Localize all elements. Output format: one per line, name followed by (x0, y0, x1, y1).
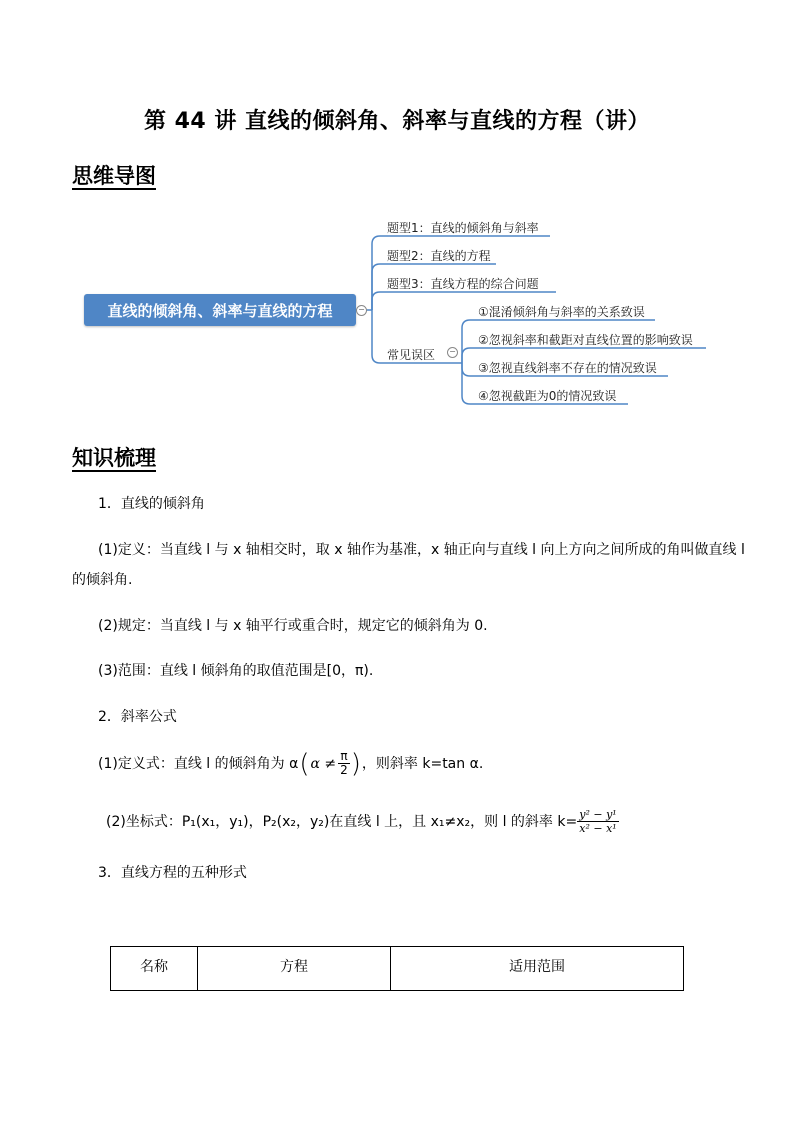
slope-fraction-numerator: y² − y¹ (579, 808, 617, 821)
slope-fraction (577, 808, 618, 835)
definition-line-2: 的倾斜角. (72, 572, 133, 588)
table-header-name: 名称 (111, 947, 198, 990)
pi-over-2-fraction (338, 750, 350, 777)
slope-condition: α ≠ (310, 755, 337, 772)
slope-fraction-denominator: x² − x¹ (579, 822, 617, 835)
table-header-scope: 适用范围 (509, 959, 565, 975)
mindmap-error-4[interactable]: ④忽视截距为0的情况致误 (478, 389, 617, 403)
collapse-icon[interactable]: − (447, 347, 458, 358)
mindmap-branch-3[interactable]: 题型3：直线方程的综合问题 (387, 277, 539, 291)
slope-definition-suffix: ，则斜率 k=tan α. (361, 755, 484, 772)
knowledge-heading: 知识梳理 (72, 446, 156, 470)
definition-line-1: (1)定义：当直线 l 与 x 轴相交时，取 x 轴作为基准，x 轴正向与直线 l 向上方向之间所成的角叫做直线 l (98, 542, 745, 558)
mindmap-branch-2[interactable]: 题型2：直线的方程 (387, 249, 491, 263)
subheading-line-forms: 3．直线方程的五种形式 (98, 865, 247, 881)
coordinate-formula-prefix: (2)坐标式：P₁(x₁，y₁)，P₂(x₂，y₂)在直线 l 上，且 x₁≠x₂，则 l 的斜率 k= (106, 813, 578, 830)
slope-definition: (1)定义式：直线 l 的倾斜角为 α ( α ≠ $\frac{\pi}{2}$ ) ，则斜率 k=tan α. (98, 748, 484, 779)
table-header-equation: 方程 (198, 947, 391, 990)
mindmap-branch-1[interactable]: 题型1：直线的倾斜角与斜率 (387, 221, 539, 235)
page-title: 第 44 讲 直线的倾斜角、斜率与直线的方程（讲） (143, 109, 651, 134)
subheading-slope: 2．斜率公式 (98, 709, 177, 725)
rule-paragraph: (2)规定：当直线 l 与 x 轴平行或重合时，规定它的倾斜角为 0. (98, 618, 488, 634)
fraction-numerator: π (338, 750, 350, 764)
slope-definition-prefix: (1)定义式：直线 l 的倾斜角为 α (98, 755, 299, 772)
collapse-icon[interactable]: − (356, 305, 367, 316)
mindmap-error-3[interactable]: ③忽视直线斜率不存在的情况致误 (478, 361, 657, 375)
subheading-inclination: 1．直线的倾斜角 (98, 496, 205, 512)
forms-table (110, 946, 684, 991)
mindmap-root[interactable]: 直线的倾斜角、斜率与直线的方程 (84, 294, 356, 326)
mindmap-error-2[interactable]: ②忽视斜率和截距对直线位置的影响致误 (478, 333, 693, 347)
range-paragraph: (3)范围：直线 l 倾斜角的取值范围是[0，π). (98, 663, 374, 679)
mindmap-heading: 思维导图 (72, 164, 156, 188)
mindmap-branch-4[interactable]: 常见误区 (387, 348, 436, 362)
slope-coordinate-formula (106, 808, 619, 835)
mindmap-error-1[interactable]: ①混淆倾斜角与斜率的关系致误 (478, 305, 645, 319)
fraction-denominator: 2 (340, 763, 348, 777)
